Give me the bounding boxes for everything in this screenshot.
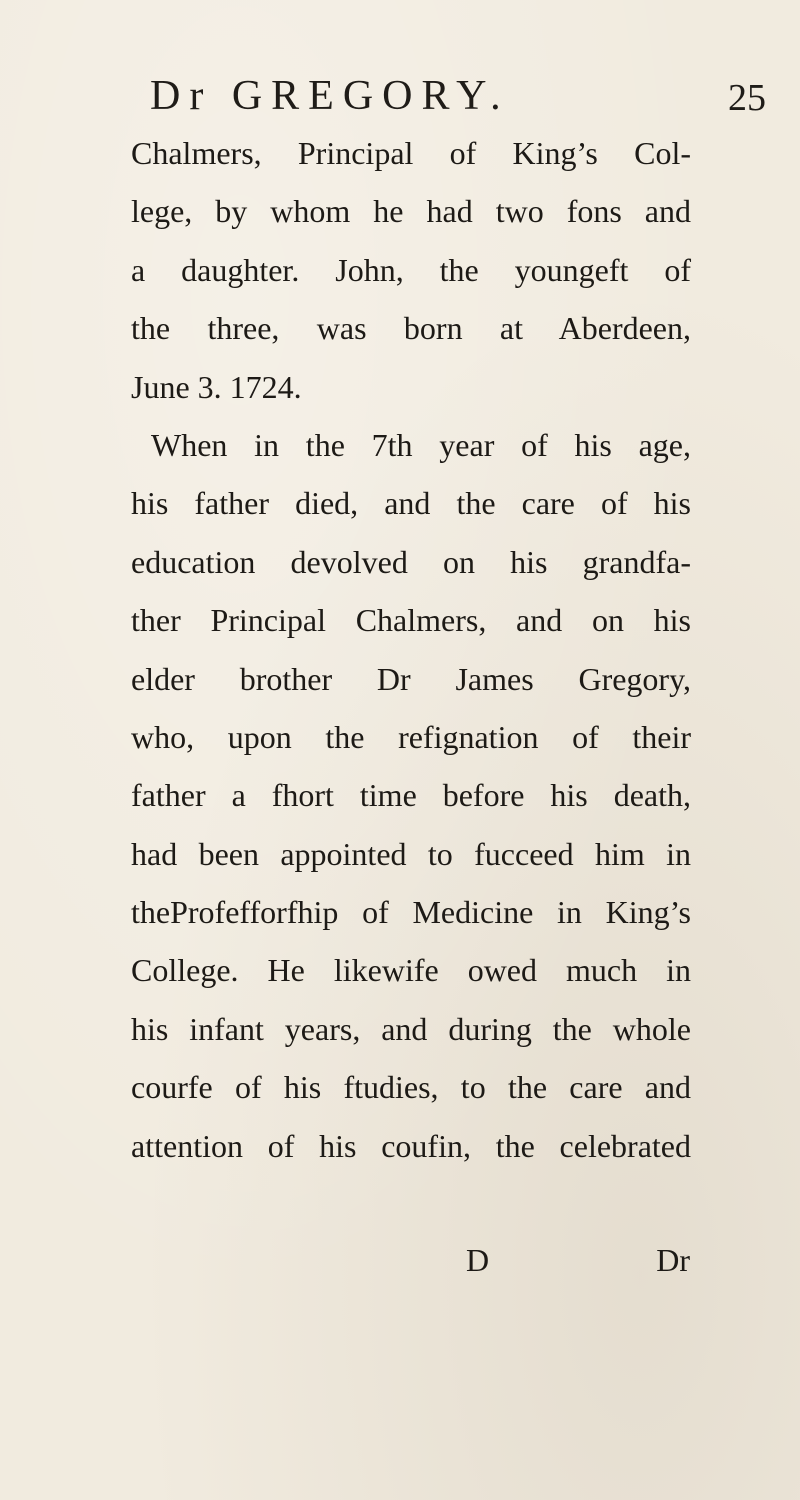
text-line: ther Principal Chalmers, and on his [131, 602, 691, 639]
text-line: elder brother Dr James Gregory, [131, 660, 691, 697]
body-text [131, 124, 691, 1175]
text-line: theProfefforfhip of Medicine in King’s [131, 894, 691, 931]
page-number: 25 [728, 77, 766, 119]
text-line: attention of his coufin, the celebrated [131, 1127, 691, 1164]
text-line: lege, by whom he had two fons and [131, 193, 691, 230]
running-head: Dr GREGORY. [150, 73, 510, 119]
text-line: the three, was born at Aberdeen, [131, 310, 691, 347]
signature-mark: D [466, 1242, 490, 1278]
catchline [130, 1242, 690, 1282]
text-line: father a fhort time before his death, [131, 777, 691, 814]
catchword: Dr [656, 1242, 690, 1278]
text-line: courfe of his ftudies, to the care and [131, 1069, 691, 1106]
text-line: Chalmers, Principal of King’s Col- [131, 135, 691, 171]
text-line: education devolved on his grandfa- [131, 543, 691, 580]
text-line: his father died, and the care of his [131, 485, 691, 522]
text-line: College. He likewife owed much in [131, 952, 691, 989]
text-line: June 3. 1724. [131, 368, 302, 405]
text-line: a daughter. John, the youngeft of [131, 251, 691, 288]
text-line: had been appointed to fucceed him in [131, 835, 691, 872]
text-line: When in the 7th year of his age, [151, 426, 691, 463]
text-line: his infant years, and during the whole [131, 1010, 691, 1047]
text-line: who, upon the refignation of their [131, 718, 691, 755]
